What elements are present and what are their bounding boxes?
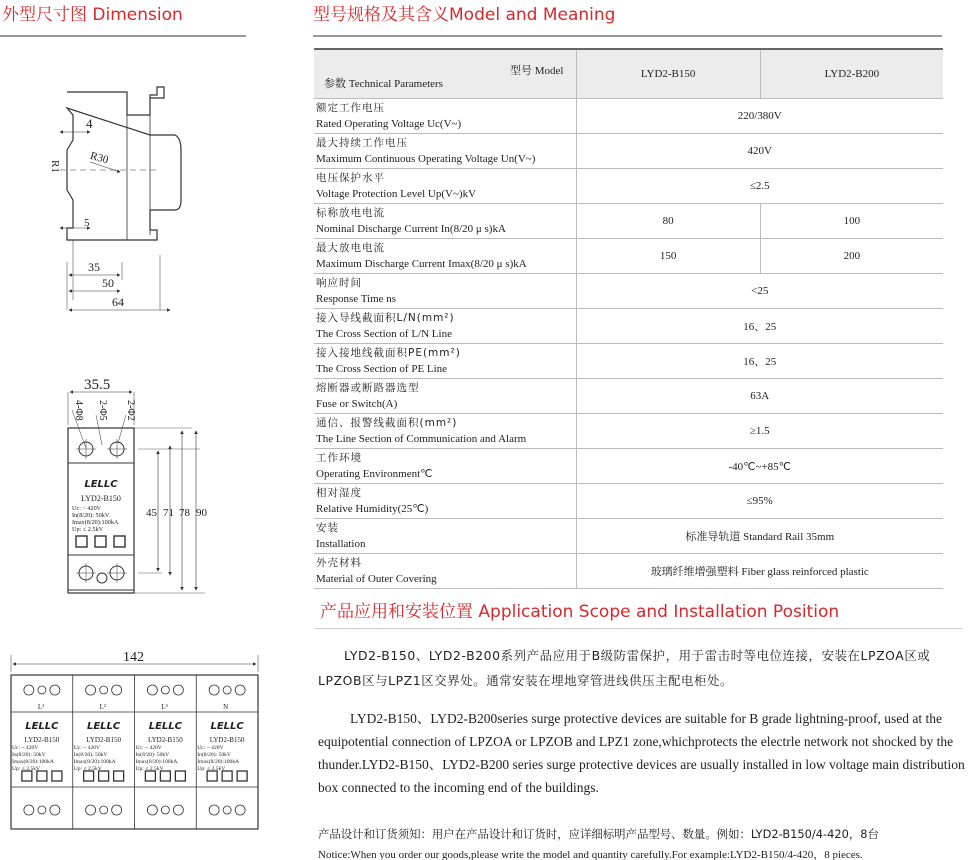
pole-label: L³ <box>161 703 168 711</box>
param-name-cn: 安装 <box>316 522 339 534</box>
front-dim-71: 71 <box>163 507 174 519</box>
param-name-cn: 熔断器或断路器选型 <box>316 382 420 394</box>
param-name-en: The Line Section of Communication and Alarm <box>316 433 527 445</box>
header-col-b200: LYD2-B200 <box>760 49 943 99</box>
module-model-label: LYD2-B150 <box>209 736 245 744</box>
param-cell <box>314 309 576 344</box>
spec-row <box>314 484 943 519</box>
param-name-en: Rated Operating Voltage Uc(V~) <box>316 118 462 130</box>
front-view-drawing <box>68 392 205 593</box>
module-spec-4: Up: ≤ 2.5kV <box>135 766 164 772</box>
param-cell <box>314 484 576 519</box>
param-name-en: Operating Environment℃ <box>316 468 433 480</box>
param-cell <box>314 554 576 589</box>
application-paragraph-cn: LYD2-B150、LYD2-B200系列产品应用于B级防雷保护，用于雷击时等电位连接，安装在LPZOA区或LPZOB区与LPZ1区交界处。通常安装在埋地穿管进线供压主配电柜处。 <box>318 648 931 688</box>
param-value: ≤2.5 <box>576 169 943 204</box>
spec-row <box>314 169 943 204</box>
param-cell <box>314 169 576 204</box>
param-cell <box>314 379 576 414</box>
module-model-label: LYD2-B150 <box>148 736 183 744</box>
param-value: 玻璃纤维增强塑料 Fiber glass reinforced plastic <box>576 554 943 589</box>
application-title-rule <box>315 628 963 629</box>
side-dim-35: 35 <box>88 260 100 274</box>
param-name-en: Nominal Discharge Current In(8/20 μ s)kA <box>316 223 506 235</box>
four-pole-dim-142: 142 <box>123 650 144 665</box>
param-cell <box>314 414 576 449</box>
spec-row <box>314 554 943 589</box>
param-name-cn: 响应时间 <box>316 277 362 289</box>
front-spec-2: In(8/20): 50kV <box>72 512 110 519</box>
param-name-cn: 接入导线截面积L/N(mm²) <box>316 312 455 324</box>
param-name-cn: 接入接地线截面积PE(mm²) <box>316 347 461 359</box>
module-spec-2: In(8/20): 50kV <box>135 752 170 758</box>
order-notice-en: Notice:When you order our goods,please write the model and quantity carefully.For example:LYD2-B150/4-420，8 pieces. <box>318 849 863 860</box>
front-spec-1: Uc: ~ 420V <box>72 505 102 512</box>
module-brand-logo: LELLC <box>210 721 244 732</box>
front-hole-4-8: 4-Φ8 <box>73 400 84 421</box>
spec-row <box>314 449 943 484</box>
param-cell <box>314 274 576 309</box>
front-hole-2-2: 2-Φ2 <box>125 400 136 421</box>
module-spec-1: Uc: ~ 420V <box>73 745 101 751</box>
param-name-cn: 最大持续工作电压 <box>316 137 408 149</box>
model-meaning-title-rule <box>313 35 942 37</box>
module-spec-4: Up: ≤ 2.5kV <box>197 766 226 772</box>
dimension-drawings <box>0 0 300 860</box>
param-value-b200: 100 <box>760 204 943 239</box>
side-dim-r30: R30 <box>88 149 110 167</box>
spec-row <box>314 204 943 239</box>
module-spec-1: Uc: ~ 420V <box>12 745 39 751</box>
param-value: <25 <box>576 274 943 309</box>
module-spec-4: Up: ≤ 2.5kV <box>12 766 41 772</box>
spec-row <box>314 414 943 449</box>
model-meaning-title: 型号规格及其含义Model and Meaning <box>313 5 616 25</box>
param-name-en: Maximum Discharge Current Imax(8/20 μ s)kA <box>316 258 527 270</box>
pole-label: L¹ <box>37 703 45 711</box>
spec-row <box>314 344 943 379</box>
module-spec-2: In(8/20): 50kV <box>12 752 46 758</box>
spec-row <box>314 134 943 169</box>
param-name-cn: 标称放电电流 <box>316 207 385 219</box>
four-pole-drawing <box>11 655 258 829</box>
param-name-en: The Cross Section of PE Line <box>316 363 448 375</box>
param-name-en: Installation <box>316 538 366 550</box>
param-value: 标准导轨道 Standard Rail 35mm <box>576 519 943 554</box>
pole-label: L² <box>99 703 106 711</box>
spec-row <box>314 99 943 134</box>
application-paragraph-en: LYD2-B150、LYD2-B200series surge protective devices are suitable for B grade lightning-proof, used at the equipotential connection of LPZOA or LPZOB and LPZ1 zone,whichprotects the electrle network not shocked by the thunder.LYD2-B150、LYD2-B200 series surge protective devices are usually installed in low voltage main distribution box connected to the incoming end of the buildings. <box>318 711 965 795</box>
param-cell <box>314 449 576 484</box>
param-value-b150: 150 <box>576 239 760 274</box>
param-value: 16、25 <box>576 309 943 344</box>
module-model-label: LYD2-B150 <box>86 736 121 744</box>
param-cell <box>314 519 576 554</box>
side-dim-50: 50 <box>102 276 114 290</box>
param-value: 420V <box>576 134 943 169</box>
spec-row <box>314 309 943 344</box>
spec-row <box>314 239 943 274</box>
spec-row <box>314 379 943 414</box>
spec-row <box>314 519 943 554</box>
module-spec-3: Imax(8/20):100kA <box>197 759 240 765</box>
param-value: 16、25 <box>576 344 943 379</box>
front-dim-90: 90 <box>196 507 207 519</box>
front-spec-4: Up: ≤ 2.5kV <box>72 526 104 533</box>
param-name-en: Maximum Continuous Operating Voltage Un(V~) <box>316 153 536 165</box>
param-cell <box>314 344 576 379</box>
side-view-drawing <box>60 87 181 310</box>
front-spec-3: Imax(8/20):100kA <box>72 519 119 526</box>
param-value-b200: 200 <box>760 239 943 274</box>
module-spec-2: In(8/20): 50kV <box>73 752 108 758</box>
param-cell <box>314 134 576 169</box>
param-cell <box>314 99 576 134</box>
module-model-label: LYD2-B150 <box>24 736 60 744</box>
param-name-cn: 外壳材料 <box>316 557 362 569</box>
module-spec-3: Imax(8/20):100kA <box>12 759 54 765</box>
dimension-title: 外型尺寸图 Dimension <box>2 5 183 25</box>
header-corner-cell <box>314 49 576 99</box>
param-value-b150: 80 <box>576 204 760 239</box>
param-value: 220/380V <box>576 99 943 134</box>
param-name-cn: 最大放电电流 <box>316 242 385 254</box>
front-dim-78: 78 <box>179 507 190 519</box>
header-model-label: 型号 Model <box>510 65 564 77</box>
module-spec-2: In(8/20): 50kV <box>197 752 231 758</box>
param-value: -40℃~+85℃ <box>576 449 943 484</box>
header-params-label: 参数 Technical Parameters <box>324 78 443 90</box>
spec-table <box>314 48 943 589</box>
param-name-cn: 相对湿度 <box>316 487 362 499</box>
module-spec-3: Imax(8/20):100kA <box>73 759 116 765</box>
side-dim-4: 4 <box>86 116 93 131</box>
front-brand-logo: LELLC <box>84 479 118 490</box>
module-brand-logo: LELLC <box>148 721 183 732</box>
module-spec-4: Up: ≤ 2.5kV <box>73 766 102 772</box>
front-dim-45: 45 <box>146 507 157 519</box>
spec-row <box>314 274 943 309</box>
front-model-label: LYD2-B150 <box>81 494 121 503</box>
module-brand-logo: LELLC <box>86 721 121 732</box>
param-cell <box>314 239 576 274</box>
param-name-en: The Cross Section of L/N Line <box>316 328 452 340</box>
application-title: 产品应用和安装位置 Application Scope and Installation Position <box>320 602 840 622</box>
param-cell <box>314 204 576 239</box>
module-spec-1: Uc: ~ 420V <box>197 745 224 751</box>
param-name-en: Fuse or Switch(A) <box>316 398 398 410</box>
param-name-en: Response Time ns <box>316 293 397 305</box>
module-brand-logo: LELLC <box>25 721 59 732</box>
front-dim-35-5: 35.5 <box>84 377 111 393</box>
spec-table-header <box>314 49 943 99</box>
header-col-b150: LYD2-B150 <box>576 49 760 99</box>
side-dim-5: 5 <box>84 217 90 229</box>
module-spec-1: Uc: ~ 420V <box>135 745 162 751</box>
pole-label: N <box>223 703 229 711</box>
param-name-cn: 工作环境 <box>316 452 362 464</box>
module-spec-3: Imax(8/20):100kA <box>135 759 178 765</box>
param-name-cn: 通信、报警线截面积(mm²) <box>316 417 458 429</box>
param-name-cn: 电压保护水平 <box>316 172 385 184</box>
param-name-cn: 额定工作电压 <box>316 102 385 114</box>
param-value: ≤95% <box>576 484 943 519</box>
param-name-en: Relative Humidity(25℃) <box>316 503 429 515</box>
param-value: 63A <box>576 379 943 414</box>
side-dim-64: 64 <box>112 295 124 309</box>
side-dim-r1: R1 <box>49 160 61 173</box>
param-name-en: Material of Outer Covering <box>316 573 437 585</box>
param-value: ≥1.5 <box>576 414 943 449</box>
param-name-en: Voltage Protection Level Up(V~)kV <box>316 188 477 200</box>
front-hole-2-5: 2-Φ5 <box>97 400 108 421</box>
order-notice-cn: 产品设计和订货须知：用户在产品设计和订货时，应详细标明产品型号、数量。例如：LYD2-B150/4-420，8台 <box>318 827 879 841</box>
